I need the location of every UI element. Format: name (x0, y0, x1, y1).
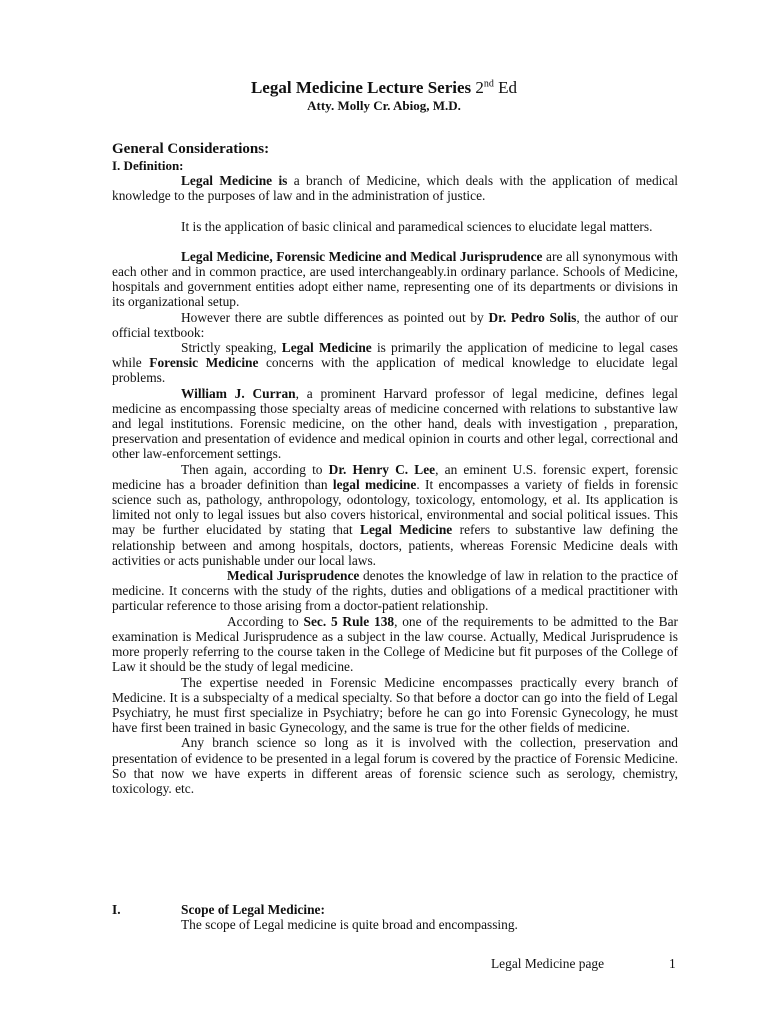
document-body (112, 126, 678, 796)
edition-number: 2 (475, 78, 484, 97)
paragraph-6: William J. Curran, a prominent Harvard professor of legal medicine, defines legal medicine as encompassing those specialty areas of medicine concerned with relations to substantive law and legal institutions. Forensic medicine, on the other hand, deals with investigation , preparation, preservation and presentation of evidence and medical opinion in courts and other legal, correctional and other law-enforcement settings. (112, 385, 679, 462)
paragraph-10: The expertise needed in Forensic Medicine encompasses practically every branch of Medicine. It is a subspecialty of a medical specialty. So that before a doctor can go into the field of Legal Psychiatry, he must first specialize in Psychiatry; before he can go into Forensic Gynecology, he must have first been trained in basic Gynecology, and the same is true for the other fields of medicine. (112, 674, 678, 736)
page-number: 1 (669, 956, 676, 971)
document-title (0, 78, 768, 98)
author-line: Atty. Molly Cr. Abiog, M.D. (307, 98, 461, 113)
paragraph-1: Legal Medicine is a branch of Medicine, which deals with the application of medical knowledge to the purposes of law and in the administration of justice. (112, 173, 679, 204)
definition-heading: I. Definition: (112, 158, 184, 173)
title-main: Legal Medicine Lecture Series (250, 78, 472, 97)
scope-heading: Scope of Legal Medicine: (181, 902, 325, 917)
title-edition (475, 78, 517, 97)
paragraph-11: Any branch science so long as it is involved with the collection, preservation and presentation of evidence to be presented in a legal forum is covered by the practice of Forensic Medicine. So that now we have experts in different areas of forensic science such as serology, chemistry, toxicology. etc. (112, 735, 678, 796)
paragraph-7: Then again, according to Dr. Henry C. Lee, an eminent U.S. forensic expert, forensic medicine has a broader definition than legal medicine. It encompasses a variety of fields in forensic science such as, pathology, anthropology, odontology, toxicology, entomology, et al. Its application is limited not only to legal issues but also covers historical, environmental and social political issues. This may be further elucidated by stating that Legal Medicine refers to substantive law defining the relationship between and among hospitals, doctors, patients, whereas Forensic Medicine deals with activities or acts punishable under our local laws. (112, 461, 678, 568)
scope-text: The scope of Legal medicine is quite broad and encompassing. (181, 917, 518, 933)
paragraph-4: However there are subtle differences as pointed out by Dr. Pedro Solis, the author of our official textbook: (112, 309, 678, 340)
scope-section (112, 902, 678, 932)
footer-label: Legal Medicine page (491, 956, 605, 971)
edition-suffix: Ed (493, 78, 518, 97)
paragraph-8: Medical Jurisprudence denotes the knowledge of law in relation to the practice of medicine. It concerns with the study of the rights, duties and obligations of a medical practitioner with particular reference to those arising from a doctor-patient relationship. (112, 568, 678, 614)
scope-number: I. (112, 902, 121, 917)
paragraph-3: Legal Medicine, Forensic Medicine and Medical Jurisprudence are all synonymous with each other and in common practice, are used interchangeably.in ordinary parlance. Schools of Medicine, hospitals and government entities adopt either name, representing one of its departments or divisions in its organizational setup. (112, 248, 678, 310)
page-footer (491, 956, 676, 972)
paragraph-5: Strictly speaking, Legal Medicine is primarily the application of medicine to legal cases while Forensic Medicine concerns with the application of medical knowledge to elucidate legal problems. (112, 340, 678, 386)
paragraph-9: According to Sec. 5 Rule 138, one of the requirements to be admitted to the Bar examination is Medical Jurisprudence as a subject in the law course. Actually, Medical Jurisprudence is more properly referring to the course taken in the College of Medicine but fit purposes of the College of Law it should be the study of legal medicine. (112, 613, 678, 675)
paragraph-2: It is the application of basic clinical and paramedical sciences to elucidate legal matters. (181, 218, 653, 234)
edition-superscript: nd (483, 78, 494, 90)
section-title: General Considerations: (112, 141, 270, 157)
